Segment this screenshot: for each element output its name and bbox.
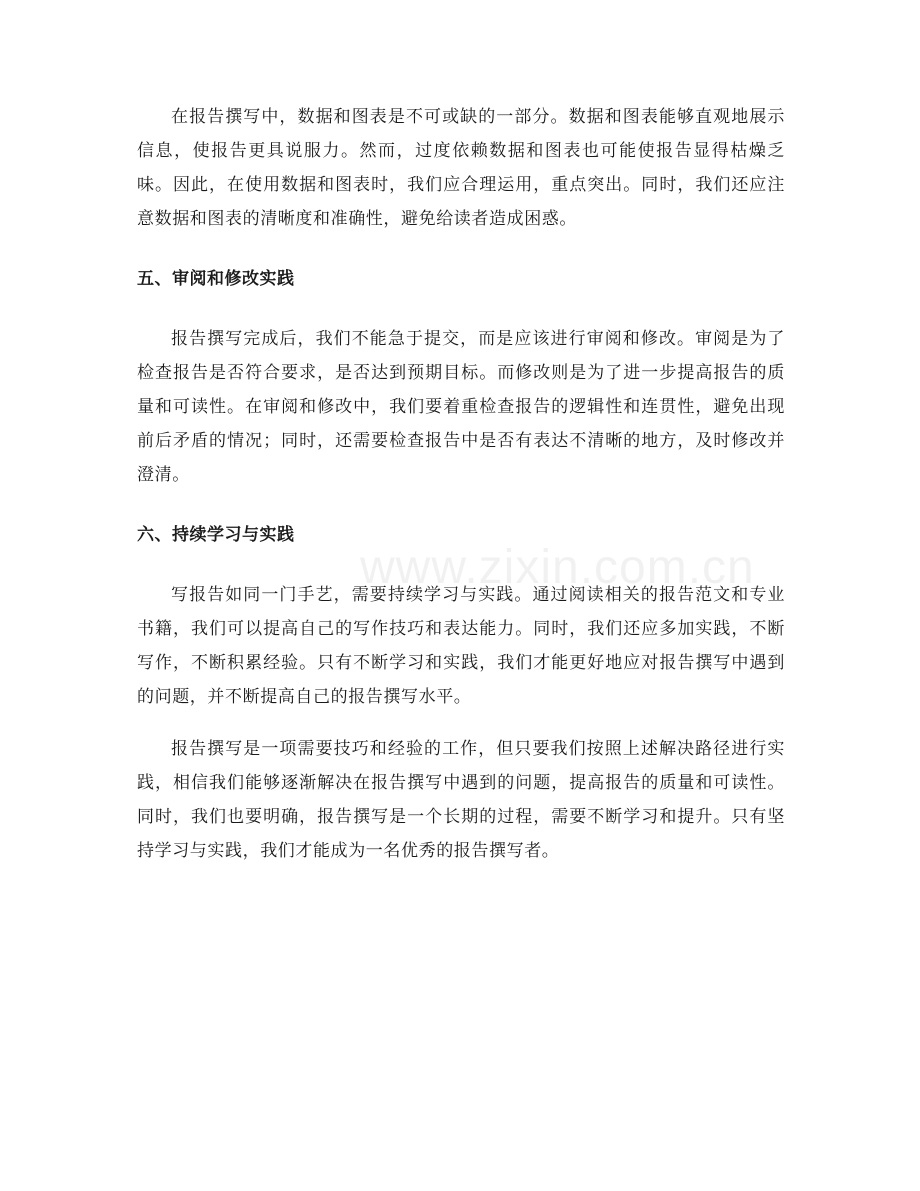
- paragraph-data-charts: 在报告撰写中，数据和图表是不可或缺的一部分。数据和图表能够直观地展示信息，使报告更具说服力。然而，过度依赖数据和图表也可能使报告显得枯燥乏味。因此，在使用数据和图表时，我们应合理运用，重点突出。同时，我们还应注意数据和图表的清晰度和准确性，避免给读者造成困惑。: [137, 107, 785, 229]
- paragraph-review: 报告撰写完成后，我们不能急于提交，而是应该进行审阅和修改。审阅是为了检查报告是否符合要求，是否达到预期目标。而修改则是为了进一步提高报告的质量和可读性。在审阅和修改中，我们要着重检查报告的逻辑性和连贯性，避免出现前后矛盾的情况；同时，还需要检查报告中是否有表达不清晰的地方，及时修改并澄清。: [137, 329, 785, 485]
- document-body: [137, 100, 785, 868]
- watermark: www.zixin.com.cn: [360, 541, 755, 594]
- section-heading-review: 五、审阅和修改实践: [137, 269, 295, 289]
- paragraph-conclusion: 报告撰写是一项需要技巧和经验的工作，但只要我们按照上述解决路径进行实践，相信我们能够逐渐解决在报告撰写中遇到的问题，提高报告的质量和可读性。同时，我们也要明确，报告撰写是一个长期的过程，需要不断学习和提升。只有坚持学习与实践，我们才能成为一名优秀的报告撰写者。: [137, 739, 785, 861]
- paragraph-learning: 写报告如同一门手艺，需要持续学习与实践。通过阅读相关的报告范文和专业书籍，我们可以提高自己的写作技巧和表达能力。同时，我们还应多加实践，不断写作，不断积累经验。只有不断学习和实践，我们才能更好地应对报告撰写中遇到的问题，并不断提高自己的报告撰写水平。: [137, 585, 785, 707]
- section-heading-learning: 六、持续学习与实践: [137, 525, 295, 545]
